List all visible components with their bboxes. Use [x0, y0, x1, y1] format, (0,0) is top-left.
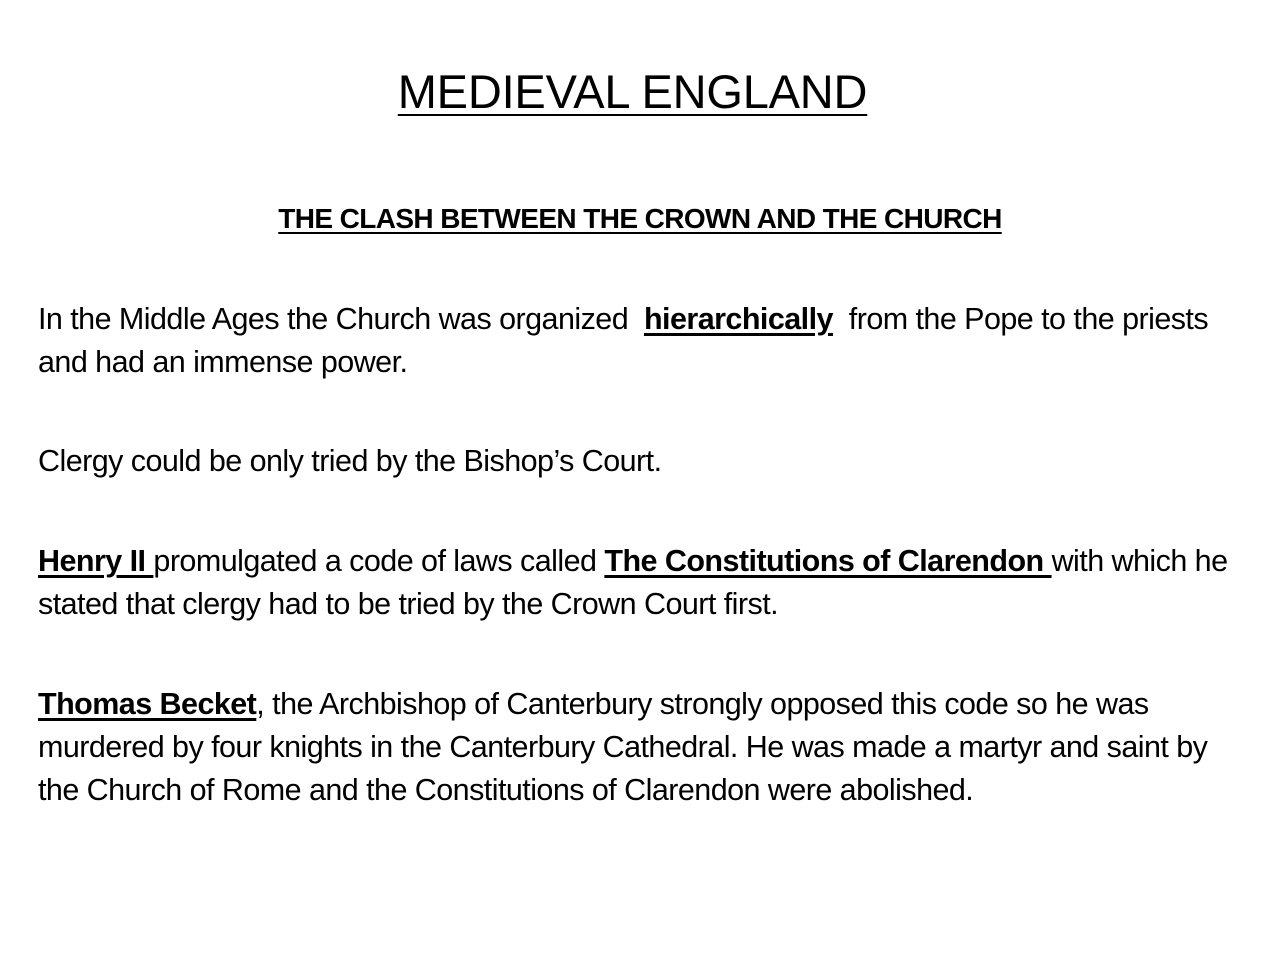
paragraph-text: from the Pope to the priests and had an immense power.	[38, 302, 1209, 379]
keyword-constitutions-of-clarendon: The Constitutions of Clarendon	[604, 544, 1052, 578]
paragraph-church-hierarchy	[38, 298, 1238, 384]
paragraph-text: with which he stated that clergy had to be tried by the Crown Court first.	[38, 544, 1228, 621]
keyword-hierarchically: hierarchically	[643, 302, 833, 336]
slide-subtitle: THE CLASH BETWEEN THE CROWN AND THE CHURCH	[278, 203, 1002, 234]
paragraph-text: promulgated a code of laws called	[153, 544, 605, 578]
paragraph-clergy-court	[38, 440, 1238, 483]
paragraph-henry-ii	[38, 540, 1238, 626]
paragraph-text: , the Archbishop of Canterbury strongly opposed this code so he was murdered by four knights in the Canterbury Cathedral. He was made a martyr and saint by the Church of Rome and the Constitutions of Clarendon were abolished.	[38, 687, 1208, 807]
keyword-thomas-becket: Thomas Becket	[38, 687, 257, 721]
keyword-henry-ii: Henry II	[38, 544, 154, 578]
paragraph-text: In the Middle Ages the Church was organized	[38, 302, 644, 336]
slide-title: MEDIEVAL ENGLAND	[397, 65, 868, 118]
paragraph-thomas-becket	[38, 683, 1238, 812]
paragraph-text: Clergy could be only tried by the Bishop’s Court.	[38, 444, 662, 478]
